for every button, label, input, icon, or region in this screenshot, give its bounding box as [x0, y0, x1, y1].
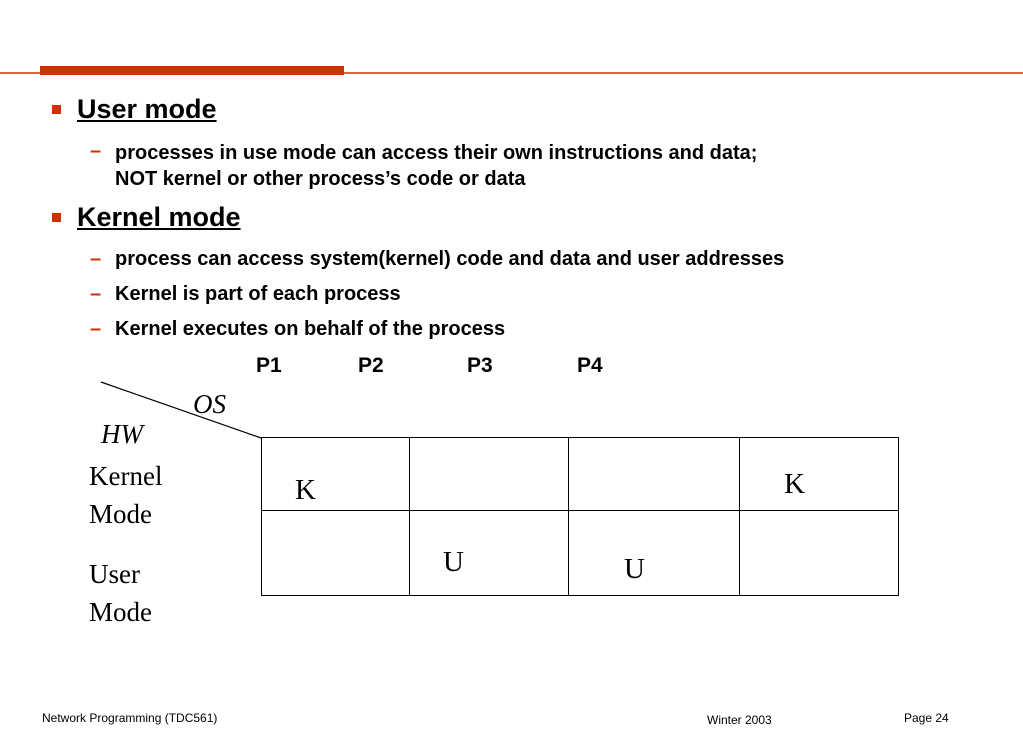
sub-bullet-line: NOT kernel or other process’s code or data — [115, 168, 526, 190]
bullet-heading-user-mode: User mode — [77, 94, 217, 124]
grid-cell — [410, 511, 569, 596]
row-label-user-mode — [89, 555, 152, 631]
sub-bullet-text: Kernel is part of each process — [115, 283, 401, 305]
row-label-kernel-mode — [89, 457, 162, 533]
bullet-square — [52, 105, 61, 114]
grid-cell — [262, 438, 410, 511]
cell-letter: K — [784, 468, 805, 500]
footer-page-number: Page 24 — [904, 711, 949, 725]
grid-cell — [262, 511, 410, 596]
mode-process-grid — [261, 437, 899, 596]
grid-row-user — [262, 511, 899, 596]
grid-row-kernel — [262, 438, 899, 511]
grid-cell — [740, 511, 899, 596]
row-label-line: Mode — [89, 499, 152, 529]
sub-bullet-dash: – — [90, 248, 102, 270]
column-label-p1: P1 — [256, 354, 282, 377]
grid-cell — [569, 511, 740, 596]
cell-letter: U — [443, 546, 464, 578]
row-label-line: Mode — [89, 597, 152, 627]
sub-bullet-text: process can access system(kernel) code and data and user addresses — [115, 248, 785, 270]
grid-cell — [740, 438, 899, 511]
grid-cell — [569, 438, 740, 511]
cell-letter: K — [295, 474, 316, 506]
column-label-p3: P3 — [467, 354, 493, 377]
bullet-square — [52, 213, 61, 222]
row-label-line: User — [89, 559, 140, 589]
footer-course-title: Network Programming (TDC561) — [42, 711, 218, 725]
sub-bullet-line: processes in use mode can access their own instructions and data; — [115, 142, 758, 164]
hw-label: HW — [101, 419, 143, 449]
header-accent-bar — [40, 66, 344, 75]
sub-bullet-text: Kernel executes on behalf of the process — [115, 318, 506, 340]
column-label-p4: P4 — [577, 354, 603, 377]
cell-letter: U — [624, 553, 645, 585]
os-label: OS — [193, 389, 226, 419]
bullet-heading-kernel-mode: Kernel mode — [77, 202, 241, 232]
row-label-line: Kernel — [89, 461, 163, 491]
sub-bullet-dash: – — [90, 283, 102, 305]
sub-bullet-dash: – — [90, 140, 102, 162]
sub-bullet-text — [115, 140, 757, 192]
sub-bullet-dash: – — [90, 318, 102, 340]
grid-cell — [410, 438, 569, 511]
footer-term: Winter 2003 — [707, 713, 772, 727]
column-label-p2: P2 — [358, 354, 384, 377]
